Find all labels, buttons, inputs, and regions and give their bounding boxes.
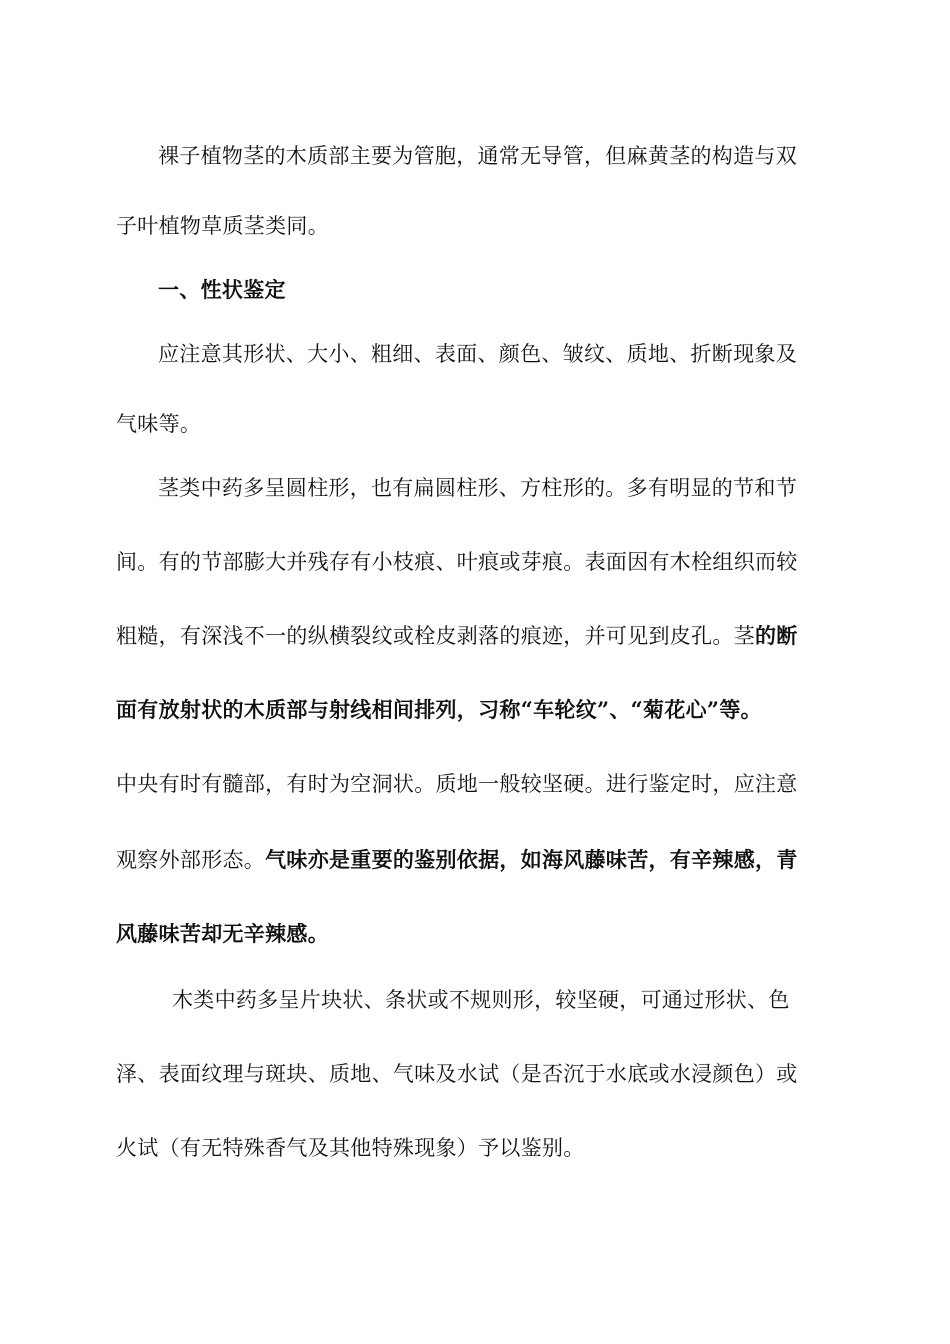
paragraph-3-line-1: 茎类中药多呈圆柱形，也有扁圆柱形、方柱形的。多有明显的节和节: [158, 476, 797, 500]
paragraph-3-line-3-normal: 粗糙，有深浅不一的纵横裂纹或栓皮剥落的痕迹，并可见到皮孔。茎: [116, 624, 755, 648]
paragraph-3-line-6-normal: 观察外部形态。: [116, 848, 266, 872]
paragraph-3-line-3-bold: 的断: [755, 623, 798, 648]
section-heading: 一、性状鉴定: [158, 277, 286, 302]
paragraph-2-line-1: 应注意其形状、大小、粗细、表面、颜色、皱纹、质地、折断现象及: [158, 342, 797, 366]
paragraph-3-line-6: [116, 846, 836, 874]
paragraph-1-line-2: 子叶植物草质茎类同。: [116, 214, 329, 238]
paragraph-4-line-1: 木类中药多呈片块状、条状或不规则形，较坚硬，可通过形状、色: [172, 988, 790, 1012]
paragraph-3-line-3: [116, 622, 836, 650]
paragraph-3-line-2: 间。有的节部膨大并残存有小枝痕、叶痕或芽痕。表面因有木栓组织而较: [116, 550, 798, 574]
paragraph-3-line-7: 风藤味苦却无辛辣感。: [116, 921, 329, 946]
paragraph-3-line-4: 面有放射状的木质部与射线相间排列，习称“车轮纹”、“菊花心”等。: [116, 697, 762, 722]
paragraph-4-line-3: 火试（有无特殊香气及其他特殊现象）予以鉴别。: [116, 1136, 585, 1160]
paragraph-3-line-5: 中央有时有髓部，有时为空洞状。质地一般较坚硬。进行鉴定时，应注意: [116, 772, 798, 796]
paragraph-3-line-6-bold: 气味亦是重要的鉴别依据，如海风藤味苦，有辛辣感，青: [265, 847, 798, 872]
paragraph-2-line-2: 气味等。: [116, 412, 202, 436]
paragraph-1-line-1: 裸子植物茎的木质部主要为管胞，通常无导管，但麻黄茎的构造与双: [158, 144, 797, 168]
paragraph-4-line-2: 泽、表面纹理与斑块、质地、气味及水试（是否沉于水底或水浸颜色）或: [116, 1062, 798, 1086]
